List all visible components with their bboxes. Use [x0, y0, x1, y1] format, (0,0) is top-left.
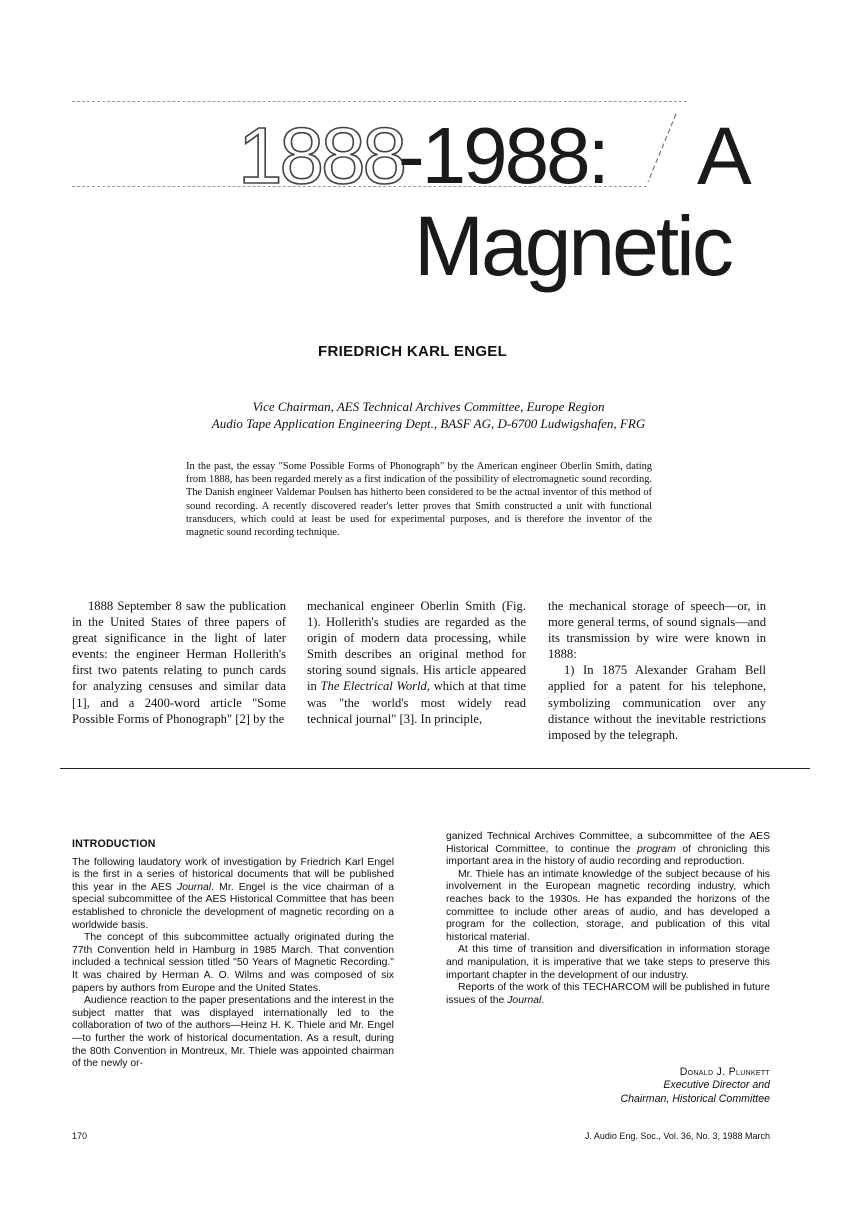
body-paragraph: the mechanical storage of speech—or, in more general terms, of sound signals—and its transmission by wire were known in 1888: [548, 599, 766, 662]
author-name: FRIEDRICH KARL ENGEL [318, 343, 508, 360]
title-magnetic: Magnetic [414, 199, 731, 293]
intro-text: Reports of the work of this TECHARCOM will be published in future issues of the [446, 982, 770, 1006]
title-year-1988: -1988: [398, 111, 607, 200]
signature-block [470, 1066, 770, 1106]
introduction-column-1 [72, 838, 394, 1071]
intro-paragraph: The concept of this subcommittee actually originated during the 77th Convention held in Hamburg in 1985 March. That convention included a technical session titled "50 Years of Magnetic Recording." It was chaired by Herman A. O. Wilms and was composed of six papers by authors from Europe and the United States. [72, 932, 394, 994]
body-column-1 [72, 598, 286, 727]
title-slash-mark [642, 108, 682, 188]
body-paragraph: 1888 September 8 saw the publication in the United States of three papers of great significance in the light of later events: the engineer Herman Hollerith's first two patents relating to punch cards for analyzing censuses and similar data [1], and a 2400-word article "Some Possible Forms of Phonograph" [2] by the [72, 599, 286, 726]
journal-name: Journal [177, 881, 212, 893]
intro-text: The following laudatory work of investigation by Friedrich Karl Engel is the first in a series of historical documents that will be published this year in the AES [72, 856, 394, 893]
signature-name: Donald J. Plunkett [679, 1066, 770, 1078]
intro-text: . [541, 994, 545, 1006]
emphasis-text: program [637, 843, 676, 855]
title-top-dash-line [72, 101, 687, 102]
intro-text: ganized Technical Archives Committee, a subcommittee of the AES Historical Committee, to continue the [446, 831, 770, 855]
intro-paragraph [446, 982, 770, 1007]
affiliation-line-2: Audio Tape Application Engineering Dept., BASF AG, D-6700 Ludwigshafen, FRG [211, 416, 646, 431]
body-paragraph [307, 598, 526, 727]
intro-paragraph [446, 831, 770, 869]
body-paragraph: 1) In 1875 Alexander Graham Bell applied for a patent for his telephone, symbolizing communication over any distance without the inevitable restrictions imposed by the telegraph. [548, 663, 766, 742]
body-column-3 [548, 598, 766, 743]
body-text: mechanical engineer Oberlin Smith (Fig. 1). Hollerith's studies are regarded as the origin of modern data processing, while Smith describes an original method for storing sound signals. His article appeared in [307, 599, 526, 694]
journal-name: The Electrical World [320, 679, 427, 694]
abstract: In the past, the essay "Some Possible Forms of Phonograph" by the American engineer Oberlin Smith, dating from 1888, has been regarded merely as a first indication of the possibility of electromagnetic sound recording. The Danish engineer Valdemar Poulsen has hitherto been considered to be the actual inventor of this method of sound recording. A recently discovered reader's letter proves that Smith constructed a unit with functional transducers, which could at least be used for experimental purposes, and is therefore the inventor of the magnetic sound recording technique. [186, 461, 652, 539]
intro-text: of chronicling this important area in the history of audio recording and reproduction. [446, 843, 770, 868]
introduction-heading: INTRODUCTION [72, 838, 156, 850]
body-column-2 [307, 598, 526, 727]
affiliation-line-1: Vice Chairman, AES Technical Archives Committee, Europe Region [252, 399, 605, 414]
intro-paragraph: Mr. Thiele has an intimate knowledge of the subject because of his involvement in the European magnetic recording industry, which reaches back to the 1930s. He has expanded the horizons of the committee to include other areas of audio, and has developed a program for the collection, storage, and publication of this vital historical material. [446, 868, 770, 943]
journal-citation: J. Audio Eng. Soc., Vol. 36, No. 3, 1988 March [584, 1131, 770, 1141]
intro-paragraph: At this time of transition and diversification in information storage and manipulation, it is imperative that we take steps to preserve this important chapter in the development of our industry. [446, 944, 770, 981]
intro-paragraph [72, 857, 394, 933]
author-affiliation [100, 398, 757, 432]
signature-title-line-2: Chairman, Historical Committee [620, 1092, 770, 1105]
body-text: , which at that time was "the world's most widely read technical journal" [3]. In principle, [307, 679, 526, 726]
title-letter-a: A [697, 111, 752, 202]
signature-title-line-1: Executive Director and [663, 1079, 770, 1092]
page-number: 170 [72, 1131, 88, 1141]
title-year-1888: 1888 [238, 111, 404, 200]
section-divider [60, 768, 810, 769]
intro-paragraph: Audience reaction to the paper presentations and the interest in the subject matter that was displayed internationally led to the collaboration of two of the authors—Heinz H. K. Thiele and Mr. Engel—to further the work of historical documentation. As a result, during the 80th Convention in Montreux, Mr. Thiele was appointed chairman of the newly or- [72, 995, 394, 1070]
journal-name: Journal [507, 994, 542, 1006]
intro-text: . Mr. Engel is the vice chairman of a special subcommittee of the AES Historical Committee that has been established to chronicle the development of magnetic recording on a worldwide basis. [72, 881, 394, 931]
introduction-column-2 [446, 831, 770, 1007]
